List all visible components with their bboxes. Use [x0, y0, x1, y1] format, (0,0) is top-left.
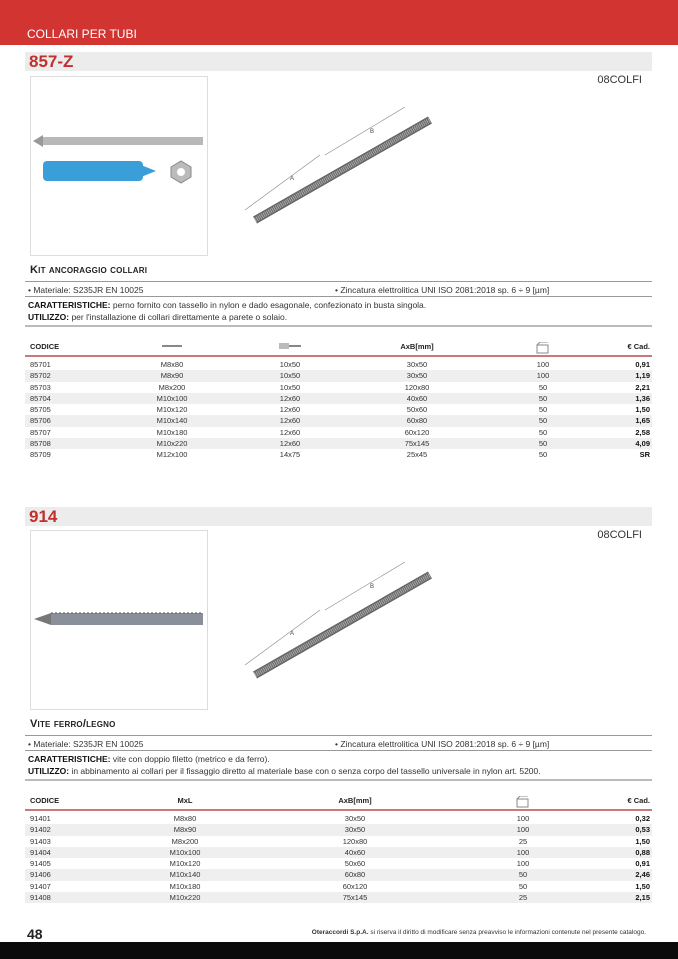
usage-label: UTILIZZO:: [28, 766, 70, 776]
table-cell: SR: [639, 450, 650, 460]
table-cell: 50: [538, 416, 548, 426]
table-row: [25, 813, 652, 824]
table-cell: 60x80: [344, 870, 366, 880]
table-cell: M10x220: [156, 439, 188, 449]
table-cell: 0,91: [635, 360, 650, 369]
coating-spec: • Zincatura elettrolitica UNI ISO 2081:2018 sp. 6 ÷ 9 [µm]: [335, 285, 550, 295]
product-id: 914: [29, 507, 58, 526]
category-title: COLLARI PER TUBI: [27, 27, 137, 41]
table-cell: 60x120: [342, 881, 368, 891]
label-a: A: [290, 631, 295, 637]
product-bar: [25, 507, 652, 526]
table-cell: M10x120: [156, 405, 188, 415]
rod-drawing-icon: [240, 555, 440, 695]
table-cell: 40x60: [406, 393, 428, 403]
footer-notice: [312, 929, 646, 936]
table-cell: 75x145: [404, 439, 430, 449]
product-code: 08COLFI: [597, 529, 642, 541]
table-header: [25, 795, 652, 809]
table-cell: 25: [518, 836, 528, 846]
usage-label: UTILIZZO:: [28, 312, 70, 322]
table-body: [25, 359, 652, 461]
header-rule: [25, 809, 652, 811]
characteristics-text: vite con doppio filetto (metrico e da ferro).: [110, 754, 270, 764]
column-header: € Cad.: [627, 342, 650, 351]
divider: [25, 281, 652, 282]
table-cell: 30x50: [406, 360, 428, 369]
table-cell: 12x60: [279, 393, 301, 403]
table-cell: 10x50: [279, 360, 301, 369]
column-header: AxB[mm]: [338, 796, 372, 805]
product-code: 08COLFI: [597, 74, 642, 86]
table-cell: 10x50: [279, 382, 301, 392]
table-cell: 12x60: [279, 427, 301, 437]
box-icon: [516, 796, 530, 810]
table-row: [25, 847, 652, 858]
table-cell: M8x90: [160, 371, 184, 381]
table-row: [25, 449, 652, 460]
table-cell: 12x60: [279, 439, 301, 449]
table-cell: 50x60: [344, 859, 366, 869]
table-cell: M10x100: [169, 847, 201, 857]
table-cell: 4,09: [635, 439, 650, 449]
table-cell: 2,15: [635, 893, 650, 903]
label-b: B: [370, 584, 375, 590]
table-row: [25, 892, 652, 903]
table-row: [25, 415, 652, 426]
table-row: [25, 359, 652, 370]
table-cell: 91404: [30, 847, 51, 857]
table-cell: 120x80: [342, 836, 368, 846]
table-cell: 12x60: [279, 416, 301, 426]
table-row: [25, 393, 652, 404]
table-cell: M10x100: [156, 393, 188, 403]
company-name: Oteraccordi S.p.A.: [311, 929, 369, 936]
usage-text: per l'installazione di collari direttamente a parete o solaio.: [69, 312, 288, 322]
table-cell: 1,19: [635, 371, 650, 381]
product-id: 857-Z: [29, 52, 74, 71]
table-cell: M10x120: [169, 859, 201, 869]
table-cell: 60x80: [406, 416, 428, 426]
table-cell: 2,21: [635, 382, 650, 392]
product-photo: [30, 530, 208, 710]
divider: [25, 735, 652, 736]
characteristics-label: CARATTERISTICHE:: [28, 754, 111, 764]
table-cell: 14x75: [279, 450, 301, 460]
table-cell: 120x80: [404, 382, 430, 392]
table-cell: 100: [516, 847, 530, 857]
table-cell: 50: [518, 870, 528, 880]
table-cell: 75x145: [342, 893, 368, 903]
table-cell: 50: [538, 450, 548, 460]
page-number: 48: [27, 926, 43, 942]
characteristics-text: perno fornito con tassello in nylon e dado esagonale, confezionato in busta singola.: [110, 300, 427, 310]
table-cell: 91401: [30, 814, 51, 823]
column-header: CODICE: [30, 796, 60, 805]
table-cell: 0,53: [635, 825, 650, 835]
divider: [25, 325, 652, 327]
table-cell: 30x50: [344, 825, 366, 835]
table-cell: 85707: [30, 427, 51, 437]
table-cell: 100: [536, 371, 550, 381]
table-cell: 100: [516, 859, 530, 869]
label-b: B: [370, 129, 375, 135]
table-cell: 30x50: [406, 371, 428, 381]
table-cell: 1,50: [635, 405, 650, 415]
table-cell: 1,36: [635, 393, 650, 403]
table-cell: M8x90: [173, 825, 197, 835]
table-cell: 25: [518, 893, 528, 903]
notice-text: si riserva il diritto di modificare senza preavviso le informazioni contenute nel presente catalogo.: [368, 929, 646, 936]
table-cell: 85705: [30, 405, 51, 415]
table-row: [25, 881, 652, 892]
coating-spec: • Zincatura elettrolitica UNI ISO 2081:2018 sp. 6 ÷ 9 [µm]: [335, 739, 550, 749]
table-cell: 50: [518, 881, 528, 891]
material-spec: • Materiale: S235JR EN 10025: [28, 739, 144, 749]
table-row: [25, 836, 652, 847]
table-row: [25, 382, 652, 393]
table-cell: 85708: [30, 439, 51, 449]
table-cell: 100: [516, 814, 530, 823]
table-cell: 85704: [30, 393, 51, 403]
table-cell: 85702: [30, 371, 51, 381]
table-cell: 60x120: [404, 427, 430, 437]
table-cell: 50: [538, 405, 548, 415]
characteristics: [28, 300, 426, 310]
kit-photo-icon: [31, 77, 209, 257]
screw-photo-icon: [31, 531, 209, 711]
table-cell: 100: [536, 360, 550, 369]
header-rule: [25, 355, 652, 357]
characteristics-label: CARATTERISTICHE:: [28, 300, 111, 310]
screw-icon: [162, 342, 182, 351]
table-cell: 85701: [30, 360, 51, 369]
table-row: [25, 370, 652, 381]
table-row: [25, 858, 652, 869]
table-row: [25, 824, 652, 835]
table-cell: 25x45: [406, 450, 428, 460]
table-cell: M10x180: [169, 881, 201, 891]
table-cell: 30x50: [344, 814, 366, 823]
table-cell: 85706: [30, 416, 51, 426]
table-row: [25, 427, 652, 438]
usage-text: in abbinamento ai collari per il fissaggio diretto al materiale base con o senza corpo del tassello universale in nylon art. 5200.: [69, 766, 541, 776]
column-header: AxB[mm]: [400, 342, 434, 351]
material-spec: • Materiale: S235JR EN 10025: [28, 285, 144, 295]
column-header: € Cad.: [627, 796, 650, 805]
rod-drawing-icon: [240, 100, 440, 240]
divider: [25, 296, 652, 297]
table-cell: 0,91: [635, 859, 650, 869]
table-cell: M10x180: [156, 427, 188, 437]
table-cell: M8x200: [158, 382, 186, 392]
usage: [28, 766, 541, 776]
table-cell: 50: [538, 382, 548, 392]
bottom-bar: [0, 942, 678, 959]
table-cell: 91403: [30, 836, 51, 846]
table-cell: 1,65: [635, 416, 650, 426]
table-cell: 1,50: [635, 836, 650, 846]
table-cell: 50: [538, 439, 548, 449]
table-cell: 2,46: [635, 870, 650, 880]
table-cell: M8x80: [160, 360, 184, 369]
table-cell: 1,50: [635, 881, 650, 891]
table-row: [25, 438, 652, 449]
product-title: Kit ancoraggio collari: [30, 264, 148, 276]
table-cell: 91408: [30, 893, 51, 903]
category-header: [0, 0, 678, 45]
table-cell: 10x50: [279, 371, 301, 381]
table-cell: 50x60: [406, 405, 428, 415]
label-a: A: [290, 176, 295, 182]
column-header: CODICE: [30, 342, 60, 351]
table-cell: 91402: [30, 825, 51, 835]
product-bar: [25, 52, 652, 71]
table-row: [25, 404, 652, 415]
table-cell: 91406: [30, 870, 51, 880]
table-body: [25, 813, 652, 903]
table-cell: 50: [538, 427, 548, 437]
table-cell: M12x100: [156, 450, 188, 460]
table-cell: M8x80: [173, 814, 197, 823]
table-cell: 85703: [30, 382, 51, 392]
table-cell: M10x220: [169, 893, 201, 903]
table-cell: 85709: [30, 450, 51, 460]
table-cell: 2,58: [635, 427, 650, 437]
divider: [25, 779, 652, 781]
table-row: [25, 869, 652, 880]
product-title: Vite ferro/legno: [30, 718, 116, 730]
column-header: MxL: [177, 796, 193, 805]
table-cell: 91407: [30, 881, 51, 891]
table-cell: M10x140: [169, 870, 201, 880]
usage: [28, 312, 287, 322]
table-cell: M10x140: [156, 416, 188, 426]
product-table: [25, 341, 652, 461]
characteristics: [28, 754, 270, 764]
box-icon: [536, 342, 550, 356]
table-cell: 12x60: [279, 405, 301, 415]
product-photo: [30, 76, 208, 256]
table-cell: 91405: [30, 859, 51, 869]
product-table: [25, 795, 652, 903]
table-cell: 100: [516, 825, 530, 835]
table-header: [25, 341, 652, 355]
table-cell: M8x200: [171, 836, 199, 846]
divider: [25, 750, 652, 751]
table-cell: 50: [538, 393, 548, 403]
table-cell: 0,88: [635, 847, 650, 857]
table-cell: 0,32: [635, 814, 650, 823]
table-cell: 40x60: [344, 847, 366, 857]
anchor-icon: [279, 342, 301, 352]
